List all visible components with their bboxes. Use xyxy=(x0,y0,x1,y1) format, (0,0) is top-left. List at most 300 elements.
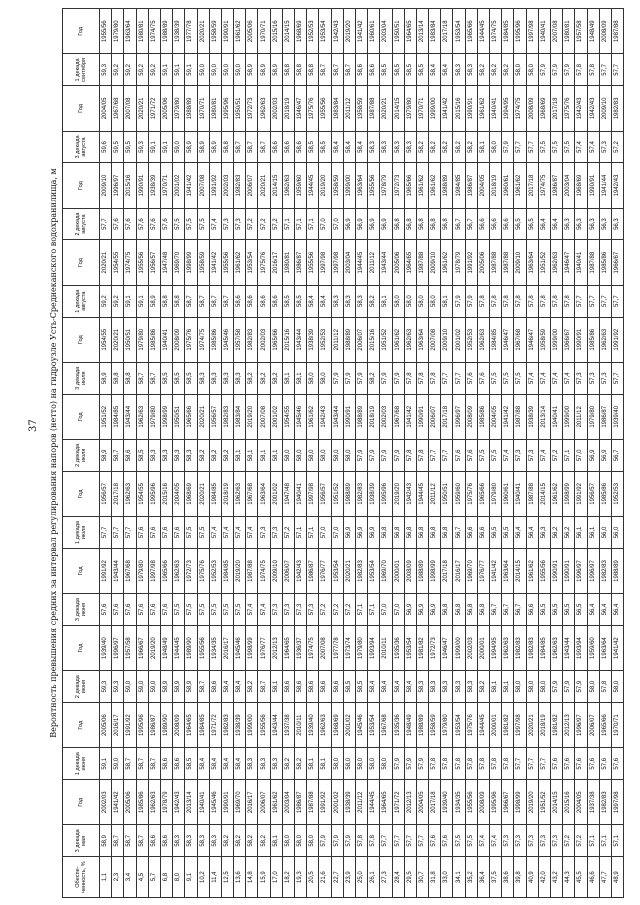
table-cell: 1984/85 xyxy=(490,317,502,362)
table-cell: 58,7 xyxy=(343,54,355,86)
table-row xyxy=(392,9,404,898)
table-cell: 2016/17 xyxy=(246,780,258,825)
table-cell: 1981/82 xyxy=(550,703,562,748)
table-row xyxy=(331,9,343,898)
table-cell: 58,2 xyxy=(295,748,307,780)
table-row xyxy=(380,9,392,898)
table-cell: 1942/43 xyxy=(173,780,185,825)
table-cell: 58,5 xyxy=(136,439,148,471)
table-cell: 57,4 xyxy=(538,439,550,471)
table-cell: 1962/63 xyxy=(173,548,185,593)
table-cell: 2009/10 xyxy=(441,317,453,362)
table-cell: 58,4 xyxy=(380,671,392,703)
table-cell: 57,1 xyxy=(355,594,367,626)
probability-table xyxy=(62,8,624,898)
table-cell: 1983/84 xyxy=(429,9,441,55)
table-cell: 57,3 xyxy=(221,208,233,240)
table-cell: 58,0 xyxy=(331,439,343,471)
table-cell: 58,6 xyxy=(295,671,307,703)
table-cell: 1962/63 xyxy=(502,625,514,670)
table-cell: 59,1 xyxy=(173,54,185,86)
table-cell: 1971/72 xyxy=(209,703,221,748)
table-cell: 58,4 xyxy=(197,748,209,780)
table-cell: 57,6 xyxy=(148,594,160,626)
table-cell: 1965/66 xyxy=(465,9,477,55)
table-cell: 58,9 xyxy=(185,131,197,163)
table-row xyxy=(453,9,465,898)
table-cell: 58,2 xyxy=(270,362,282,394)
table-cell: 1970/71 xyxy=(197,86,209,131)
table-cell: 57,2 xyxy=(258,208,270,240)
table-cell: 2015/16 xyxy=(563,780,575,825)
table-cell: 57,3 xyxy=(538,825,550,857)
table-cell: 58,3 xyxy=(416,671,428,703)
table-row xyxy=(319,9,331,898)
table-cell: 59,5 xyxy=(112,131,124,163)
table-cell: 58,3 xyxy=(148,439,160,471)
table-cell: 2018/19 xyxy=(221,471,233,516)
table-cell: 58,4 xyxy=(404,671,416,703)
table-cell: 1994/95 xyxy=(502,86,514,131)
table-cell: 58,2 xyxy=(258,825,270,857)
table-cell: 1982/83 xyxy=(514,625,526,670)
table-cell: 1990/91 xyxy=(575,317,587,362)
table-row xyxy=(148,9,160,898)
table-cell: 58,0 xyxy=(587,671,599,703)
table-cell: 1974/75 xyxy=(124,240,136,285)
table-cell: 23,9 xyxy=(343,857,355,898)
table-cell: 1938/39 xyxy=(368,471,380,516)
table-cell: 1960/61 xyxy=(502,471,514,516)
table-cell: 59,2 xyxy=(112,285,124,317)
table-row xyxy=(441,9,453,898)
table-cell: 58,6 xyxy=(368,54,380,86)
table-cell: 1938/39 xyxy=(173,9,185,55)
column-header: Год xyxy=(63,471,100,516)
table-cell: 1979/80 xyxy=(148,394,160,439)
table-cell: 57,7 xyxy=(526,131,538,163)
table-cell: 2009/10 xyxy=(429,240,441,285)
table-cell: 2020/21 xyxy=(197,9,209,55)
table-cell: 1940/41 xyxy=(160,317,172,362)
table-cell: 58,2 xyxy=(246,671,258,703)
table-cell: 57,7 xyxy=(514,131,526,163)
table-cell: 1993/94 xyxy=(368,625,380,670)
table-cell: 1996/97 xyxy=(453,394,465,439)
table-cell: 58,0 xyxy=(429,285,441,317)
table-cell: 2019/20 xyxy=(526,780,538,825)
table-cell: 1978/79 xyxy=(380,163,392,208)
table-cell: 1957/58 xyxy=(124,625,136,670)
table-cell: 45,5 xyxy=(575,857,587,898)
table-cell: 2008/09 xyxy=(173,703,185,748)
table-cell: 59,3 xyxy=(112,671,124,703)
table-cell: 1984/85 xyxy=(209,471,221,516)
table-cell: 57,4 xyxy=(575,131,587,163)
table-cell: 1939/40 xyxy=(441,780,453,825)
table-cell: 57,9 xyxy=(355,362,367,394)
table-cell: 1961/62 xyxy=(416,163,428,208)
table-cell: 1979/80 xyxy=(587,394,599,439)
table-cell: 57,1 xyxy=(611,825,623,857)
table-cell: 57,1 xyxy=(307,517,319,549)
table-cell: 1982/83 xyxy=(599,548,611,593)
table-cell: 58,2 xyxy=(221,439,233,471)
table-cell: 1968/69 xyxy=(575,163,587,208)
column-header: 3 декада июня xyxy=(63,594,100,626)
table-cell: 1953/54 xyxy=(246,240,258,285)
table-cell: 58,1 xyxy=(295,362,307,394)
table-cell: 56,9 xyxy=(355,208,367,240)
column-header: 1 декада июня xyxy=(63,748,100,780)
table-cell: 58,6 xyxy=(319,671,331,703)
table-cell: 42,0 xyxy=(538,857,550,898)
table-cell: 1981/82 xyxy=(502,703,514,748)
table-cell: 1994/95 xyxy=(490,625,502,670)
table-cell: 1954/55 xyxy=(136,471,148,516)
table-cell: 58,0 xyxy=(331,748,343,780)
table-cell: 57,5 xyxy=(185,208,197,240)
table-cell: 56,4 xyxy=(611,594,623,626)
table-cell: 2017/18 xyxy=(441,9,453,55)
table-cell: 47,7 xyxy=(599,857,611,898)
table-cell: 57,4 xyxy=(502,439,514,471)
table-row xyxy=(611,9,623,898)
table-cell: 59,2 xyxy=(112,54,124,86)
table-cell: 1988/89 xyxy=(343,317,355,362)
table-cell: 1944/45 xyxy=(477,703,489,748)
table-cell: 57,6 xyxy=(148,208,160,240)
table-cell: 1967/68 xyxy=(246,471,258,516)
table-cell: 1974/75 xyxy=(538,163,550,208)
table-cell: 1972/73 xyxy=(392,163,404,208)
table-cell: 2018/19 xyxy=(490,163,502,208)
table-cell: 59,2 xyxy=(136,54,148,86)
table-cell: 58,3 xyxy=(221,362,233,394)
table-cell: 1996/97 xyxy=(575,548,587,593)
table-cell: 1972/73 xyxy=(246,86,258,131)
table-cell: 58,5 xyxy=(185,362,197,394)
table-cell: 2017/18 xyxy=(550,86,562,131)
table-cell: 58,5 xyxy=(404,54,416,86)
table-cell: 57,8 xyxy=(526,285,538,317)
table-cell: 58,5 xyxy=(160,362,172,394)
table-cell: 57,6 xyxy=(160,517,172,549)
table-cell: 1963/64 xyxy=(599,625,611,670)
table-cell: 1956/57 xyxy=(319,471,331,516)
table-cell: 58,3 xyxy=(258,748,270,780)
table-cell: 56,4 xyxy=(587,594,599,626)
table-cell: 1984/85 xyxy=(221,548,233,593)
table-cell: 57,8 xyxy=(465,748,477,780)
table-cell: 58,0 xyxy=(307,439,319,471)
table-cell: 58,4 xyxy=(355,131,367,163)
table-cell: 58,2 xyxy=(502,54,514,86)
table-cell: 58,1 xyxy=(270,439,282,471)
table-cell: 2007/08 xyxy=(319,625,331,670)
table-cell: 1969/70 xyxy=(234,780,246,825)
table-cell: 1979/80 xyxy=(404,86,416,131)
table-cell: 1953/54 xyxy=(368,703,380,748)
column-header: Год xyxy=(63,9,100,55)
table-cell: 1991/92 xyxy=(124,703,136,748)
table-cell: 1963/64 xyxy=(502,548,514,593)
table-cell: 57,6 xyxy=(136,208,148,240)
table-cell: 56,7 xyxy=(611,439,623,471)
table-cell: 56,3 xyxy=(587,208,599,240)
table-cell: 57,7 xyxy=(526,748,538,780)
table-cell: 2001/02 xyxy=(270,471,282,516)
table-row xyxy=(258,9,270,898)
table-cell: 57,4 xyxy=(234,517,246,549)
table-cell: 57,5 xyxy=(221,594,233,626)
table-cell: 59,1 xyxy=(160,131,172,163)
table-cell: 1950/51 xyxy=(441,471,453,516)
table-cell: 57,5 xyxy=(209,594,221,626)
table-cell: 1948/49 xyxy=(404,703,416,748)
table-cell: 58,3 xyxy=(185,439,197,471)
table-cell: 1954/55 xyxy=(282,394,294,439)
table-cell: 2017/18 xyxy=(526,163,538,208)
column-header: 3 декада августа xyxy=(63,131,100,163)
table-cell: 57,4 xyxy=(490,825,502,857)
table-cell: 56,6 xyxy=(477,517,489,549)
table-cell: 1977/78 xyxy=(331,625,343,670)
table-cell: 56,7 xyxy=(502,594,514,626)
table-cell: 2009/10 xyxy=(100,163,112,208)
table-cell: 1964/65 xyxy=(380,780,392,825)
table-cell: 57,7 xyxy=(392,825,404,857)
table-cell: 2004/05 xyxy=(575,780,587,825)
table-cell: 1974/75 xyxy=(490,9,502,55)
table-cell: 1955/56 xyxy=(197,625,209,670)
table-cell: 2004/05 xyxy=(100,86,112,131)
table-cell: 1970/71 xyxy=(416,86,428,131)
table-cell: 1984/85 xyxy=(197,703,209,748)
table-cell: 59,2 xyxy=(100,285,112,317)
table-row xyxy=(563,9,575,898)
table-cell: 1943/44 xyxy=(380,240,392,285)
table-cell: 58,9 xyxy=(160,671,172,703)
table-cell: 1964/65 xyxy=(185,703,197,748)
table-cell: 1955/56 xyxy=(368,163,380,208)
table-cell: 1935/36 xyxy=(392,625,404,670)
table-cell: 1998/99 xyxy=(185,240,197,285)
table-cell: 1965/66 xyxy=(404,163,416,208)
table-cell: 2011/12 xyxy=(355,780,367,825)
table-cell: 57,8 xyxy=(514,285,526,317)
table-cell: 58,5 xyxy=(380,54,392,86)
table-cell: 56,4 xyxy=(538,208,550,240)
table-cell: 1944/45 xyxy=(416,471,428,516)
table-cell: 58,8 xyxy=(160,285,172,317)
table-cell: 58,0 xyxy=(490,131,502,163)
table-cell: 58,7 xyxy=(209,285,221,317)
table-cell: 56,7 xyxy=(490,594,502,626)
table-cell: 43,2 xyxy=(550,857,562,898)
table-cell: 57,9 xyxy=(575,671,587,703)
table-cell: 1951/52 xyxy=(380,317,392,362)
table-cell: 2016/17 xyxy=(112,703,124,748)
column-header: Обеспе-ченность, % xyxy=(63,857,100,898)
table-cell: 57,5 xyxy=(465,825,477,857)
table-cell: 58,8 xyxy=(282,54,294,86)
table-cell: 2020/21 xyxy=(197,394,209,439)
table-cell: 58,3 xyxy=(197,825,209,857)
table-cell: 1984/85 xyxy=(502,9,514,55)
table-cell: 1958/59 xyxy=(331,163,343,208)
table-cell: 1941/44 xyxy=(599,163,611,208)
table-cell: 58,3 xyxy=(465,54,477,86)
table-row xyxy=(246,9,258,898)
table-cell: 2017/18 xyxy=(112,471,124,516)
table-cell: 1984/85 xyxy=(453,163,465,208)
table-cell: 1965/66 xyxy=(477,471,489,516)
table-cell: 57,6 xyxy=(160,208,172,240)
table-cell: 58,2 xyxy=(282,748,294,780)
table-cell: 1973/74 xyxy=(343,625,355,670)
table-cell: 1991/92 xyxy=(100,548,112,593)
table-cell: 1966/67 xyxy=(136,625,148,670)
table-cell: 56,0 xyxy=(599,517,611,549)
table-cell: 1982/83 xyxy=(234,163,246,208)
table-cell: 58,5 xyxy=(392,54,404,86)
table-cell: 1986/87 xyxy=(295,240,307,285)
table-cell: 1955/56 xyxy=(258,703,270,748)
table-cell: 2019/20 xyxy=(246,394,258,439)
table-cell: 58,7 xyxy=(148,362,160,394)
table-cell: 56,8 xyxy=(477,594,489,626)
table-cell: 2005/06 xyxy=(246,9,258,55)
table-cell: 2003/04 xyxy=(563,163,575,208)
table-cell: 5,7 xyxy=(148,857,160,898)
table-cell: 57,9 xyxy=(502,131,514,163)
table-cell: 1997/98 xyxy=(514,703,526,748)
table-cell: 58,0 xyxy=(282,825,294,857)
table-cell: 57,1 xyxy=(599,825,611,857)
table-cell: 1999/00 xyxy=(453,625,465,670)
table-cell: 57,6 xyxy=(124,208,136,240)
table-cell: 1990/91 xyxy=(416,394,428,439)
table-cell: 1968/69 xyxy=(538,86,550,131)
table-cell: 56,9 xyxy=(355,517,367,549)
table-cell: 1938/39 xyxy=(526,394,538,439)
table-cell: 1974/75 xyxy=(148,9,160,55)
table-cell: 58,3 xyxy=(465,671,477,703)
table-cell: 57,9 xyxy=(380,362,392,394)
table-cell: 1995/96 xyxy=(514,9,526,55)
table-cell: 1955/56 xyxy=(136,240,148,285)
table-cell: 57,7 xyxy=(416,825,428,857)
table-cell: 2011/12 xyxy=(575,394,587,439)
table-cell: 2020/21 xyxy=(380,86,392,131)
table-cell: 57,4 xyxy=(258,594,270,626)
table-cell: 57,5 xyxy=(234,594,246,626)
table-cell: 21,6 xyxy=(319,857,331,898)
table-cell: 2002/03 xyxy=(465,625,477,670)
table-cell: 1991/92 xyxy=(575,471,587,516)
table-cell: 1956/57 xyxy=(587,471,599,516)
table-cell: 56,3 xyxy=(563,208,575,240)
table-cell: 58,7 xyxy=(136,748,148,780)
table-cell: 11,4 xyxy=(209,857,221,898)
table-cell: 58,0 xyxy=(319,362,331,394)
table-cell: 57,2 xyxy=(343,594,355,626)
table-cell: 1952/53 xyxy=(209,548,221,593)
table-cell: 57,6 xyxy=(477,362,489,394)
table-cell: 58,4 xyxy=(429,54,441,86)
table-cell: 56,8 xyxy=(392,208,404,240)
table-cell: 58,6 xyxy=(124,439,136,471)
table-cell: 58,2 xyxy=(368,362,380,394)
table-cell: 57,5 xyxy=(490,439,502,471)
table-cell: 58,0 xyxy=(355,748,367,780)
table-cell: 57,7 xyxy=(453,362,465,394)
table-cell: 1958/59 xyxy=(429,703,441,748)
table-cell: 56,9 xyxy=(416,594,428,626)
table-cell: 12,5 xyxy=(221,857,233,898)
table-cell: 57,8 xyxy=(502,748,514,780)
table-cell: 2002/03 xyxy=(270,86,282,131)
table-cell: 58,9 xyxy=(173,671,185,703)
table-cell: 58,9 xyxy=(258,54,270,86)
table-cell: 56,5 xyxy=(490,517,502,549)
table-cell: 2020/21 xyxy=(258,163,270,208)
table-cell: 1991/92 xyxy=(319,780,331,825)
table-cell: 1982/83 xyxy=(221,703,233,748)
table-cell: 1952/53 xyxy=(611,471,623,516)
table-cell: 58,9 xyxy=(270,54,282,86)
table-cell: 58,5 xyxy=(416,54,428,86)
table-cell: 1942/43 xyxy=(404,471,416,516)
table-cell: 1991/92 xyxy=(611,317,623,362)
table-cell: 58,7 xyxy=(234,131,246,163)
table-cell: 38,6 xyxy=(502,857,514,898)
table-cell: 57,1 xyxy=(587,825,599,857)
table-cell: 2018/19 xyxy=(282,86,294,131)
table-cell: 57,5 xyxy=(514,362,526,394)
table-cell: 2001/02 xyxy=(453,317,465,362)
table-cell: 57,8 xyxy=(587,54,599,86)
table-cell: 2013/14 xyxy=(185,780,197,825)
table-cell: 2017/18 xyxy=(429,780,441,825)
table-cell: 1946/47 xyxy=(441,625,453,670)
table-cell: 59,0 xyxy=(136,671,148,703)
column-header: Год xyxy=(63,703,100,748)
column-header: 2 декада июля xyxy=(63,439,100,471)
table-cell: 36,4 xyxy=(477,857,489,898)
table-cell: 57,3 xyxy=(270,594,282,626)
table-cell: 1961/62 xyxy=(526,548,538,593)
table-cell: 1969/70 xyxy=(465,548,477,593)
table-cell: 1974/75 xyxy=(307,625,319,670)
table-cell: 2014/15 xyxy=(392,86,404,131)
column-header: 1 декада июля xyxy=(63,517,100,549)
table-cell: 58,0 xyxy=(343,439,355,471)
table-cell: 1953/54 xyxy=(368,548,380,593)
table-cell: 1999/00 xyxy=(563,394,575,439)
table-cell: 27,3 xyxy=(380,857,392,898)
table-cell: 1945/46 xyxy=(221,317,233,362)
table-cell: 1982/83 xyxy=(611,86,623,131)
table-cell: 56,8 xyxy=(392,517,404,549)
table-cell: 2020/21 xyxy=(197,471,209,516)
table-cell: 1972/73 xyxy=(185,548,197,593)
table-cell: 58,7 xyxy=(136,825,148,857)
table-cell: 1999/00 xyxy=(429,86,441,131)
table-cell: 58,4 xyxy=(392,671,404,703)
table-cell: 58,1 xyxy=(490,671,502,703)
